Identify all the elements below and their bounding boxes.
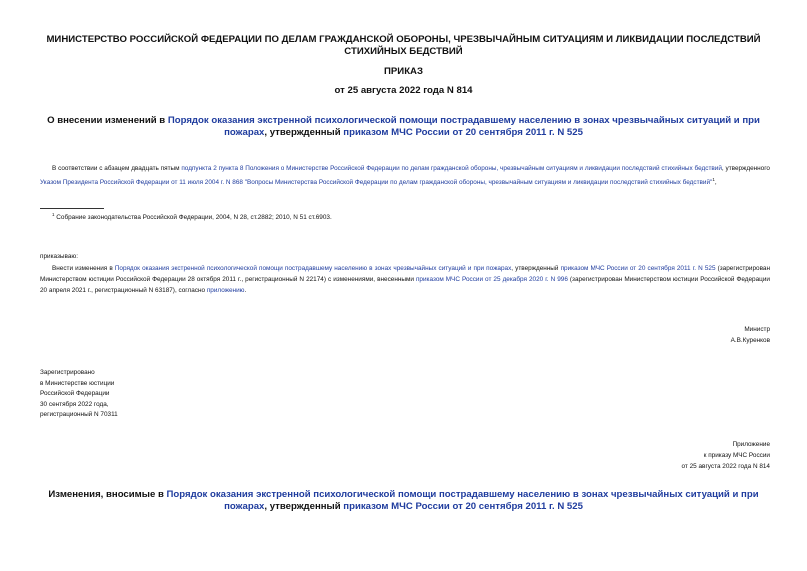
preamble-link-decree[interactable]: Указом Президента Российской Федерации от 11 июля 2004 г. N 868 "Вопросы Министерства Российской Федерации по делам гражданской обороны, чрезвычайным ситуациям и ликвидации последствий стихийных бедствий" bbox=[40, 179, 713, 187]
preamble-text-1: В соответствии с абзацем двадцать пятым bbox=[52, 165, 182, 172]
operative-link-order-996[interactable]: приказом МЧС России от 25 декабря 2020 г. N 996 bbox=[415, 276, 568, 283]
footnote bbox=[52, 209, 332, 223]
document-type: ПРИКАЗ bbox=[384, 66, 423, 77]
preamble-text-2: , утвержденного bbox=[721, 165, 770, 172]
footnote-text: Собрание законодательства Российской Федерации, 2004, N 28, ст.2882; 2010, N 51 ст.6903. bbox=[54, 214, 332, 222]
operative-text-1: Внести изменения в bbox=[52, 265, 115, 272]
order-subject bbox=[30, 115, 777, 139]
ministry-heading: МИНИСТЕРСТВО РОССИЙСКОЙ ФЕДЕРАЦИИ ПО ДЕЛАМ ГРАЖДАНСКОЙ ОБОРОНЫ, ЧРЕЗВЫЧАЙНЫМ СИТУАЦИЯМ И ЛИКВИДАЦИИ ПОСЛЕДСТВИЙ СТИХИЙНЫХ БЕДСТВИЙ bbox=[46, 34, 761, 57]
operative-link-procedure[interactable]: Порядок оказания экстренной психологической помощи пострадавшему населению в зонах чрезвычайных ситуаций и при пожарах bbox=[114, 265, 512, 272]
changes-prefix: Изменения, вносимые в bbox=[48, 489, 167, 500]
appendix-line: от 25 августа 2022 года N 814 bbox=[681, 463, 770, 470]
footnote-number: 1 bbox=[52, 212, 55, 217]
footnote-ref: 1 bbox=[712, 177, 715, 182]
signature-position: Министр bbox=[744, 326, 770, 333]
registration-line: в Министерстве юстиции bbox=[40, 379, 115, 387]
registration-line: Зарегистрировано bbox=[40, 369, 95, 376]
signature-name: А.В.Куренков bbox=[730, 337, 770, 344]
operative-link-order-525[interactable]: приказом МЧС России от 20 сентября 2011 г. N 525 bbox=[560, 265, 716, 272]
appendix-line: Приложение bbox=[732, 441, 770, 448]
operative-text-3: (зарегистрирован Министерством юстиции Российской Федерации 28 октября 2011 г., регистрационный N 22174) с изменениями, внесенными bbox=[40, 265, 770, 283]
order-date-number: от 25 августа 2022 года N 814 bbox=[334, 85, 473, 96]
changes-link-order-525[interactable]: приказом МЧС России от 20 сентября 2011 г. N 525 bbox=[343, 501, 583, 512]
appendix-block bbox=[682, 439, 771, 472]
changes-heading bbox=[30, 489, 777, 513]
subject-link-procedure[interactable]: Порядок оказания экстренной психологической помощи пострадавшему населению в зонах чрезвычайных ситуаций и при пожарах bbox=[167, 115, 760, 138]
subject-link-order-525[interactable]: приказом МЧС России от 20 сентября 2011 г. N 525 bbox=[343, 127, 583, 138]
registration-line: регистрационный N 70311 bbox=[40, 411, 118, 418]
operative-text-4: (зарегистрирован Министерством юстиции Российской Федерации 20 апреля 2021 г., регистрационный N 63187), согласно bbox=[40, 276, 770, 294]
operative-text-2: , утвержденный bbox=[511, 265, 561, 272]
changes-link-procedure[interactable]: Порядок оказания экстренной психологической помощи пострадавшему населению в зонах чрезвычайных ситуаций и при пожарах bbox=[166, 489, 759, 512]
subject-prefix: О внесении изменений в bbox=[47, 115, 168, 126]
preamble-text-3: , bbox=[714, 179, 717, 187]
orders-word: приказываю: bbox=[40, 253, 78, 260]
preamble-paragraph bbox=[40, 163, 770, 188]
operative-paragraph bbox=[40, 263, 770, 296]
subject-middle: , утвержденный bbox=[264, 127, 344, 138]
registration-line: 30 сентября 2022 года, bbox=[40, 400, 109, 408]
operative-text-5: . bbox=[244, 287, 247, 294]
signature-block bbox=[731, 324, 770, 346]
appendix-line: к приказу МЧС России bbox=[703, 452, 770, 459]
registration-line: Российской Федерации bbox=[40, 390, 110, 397]
operative-link-appendix[interactable]: приложению bbox=[206, 287, 245, 294]
changes-middle: , утвержденный bbox=[264, 501, 344, 512]
preamble-link-regulation[interactable]: подпункта 2 пункта 8 Положения о Министерстве Российской Федерации по делам гражданской обороны, чрезвычайным ситуациям и ликвидации последствий стихийных бедствий bbox=[181, 165, 722, 172]
registration-block bbox=[40, 368, 118, 421]
